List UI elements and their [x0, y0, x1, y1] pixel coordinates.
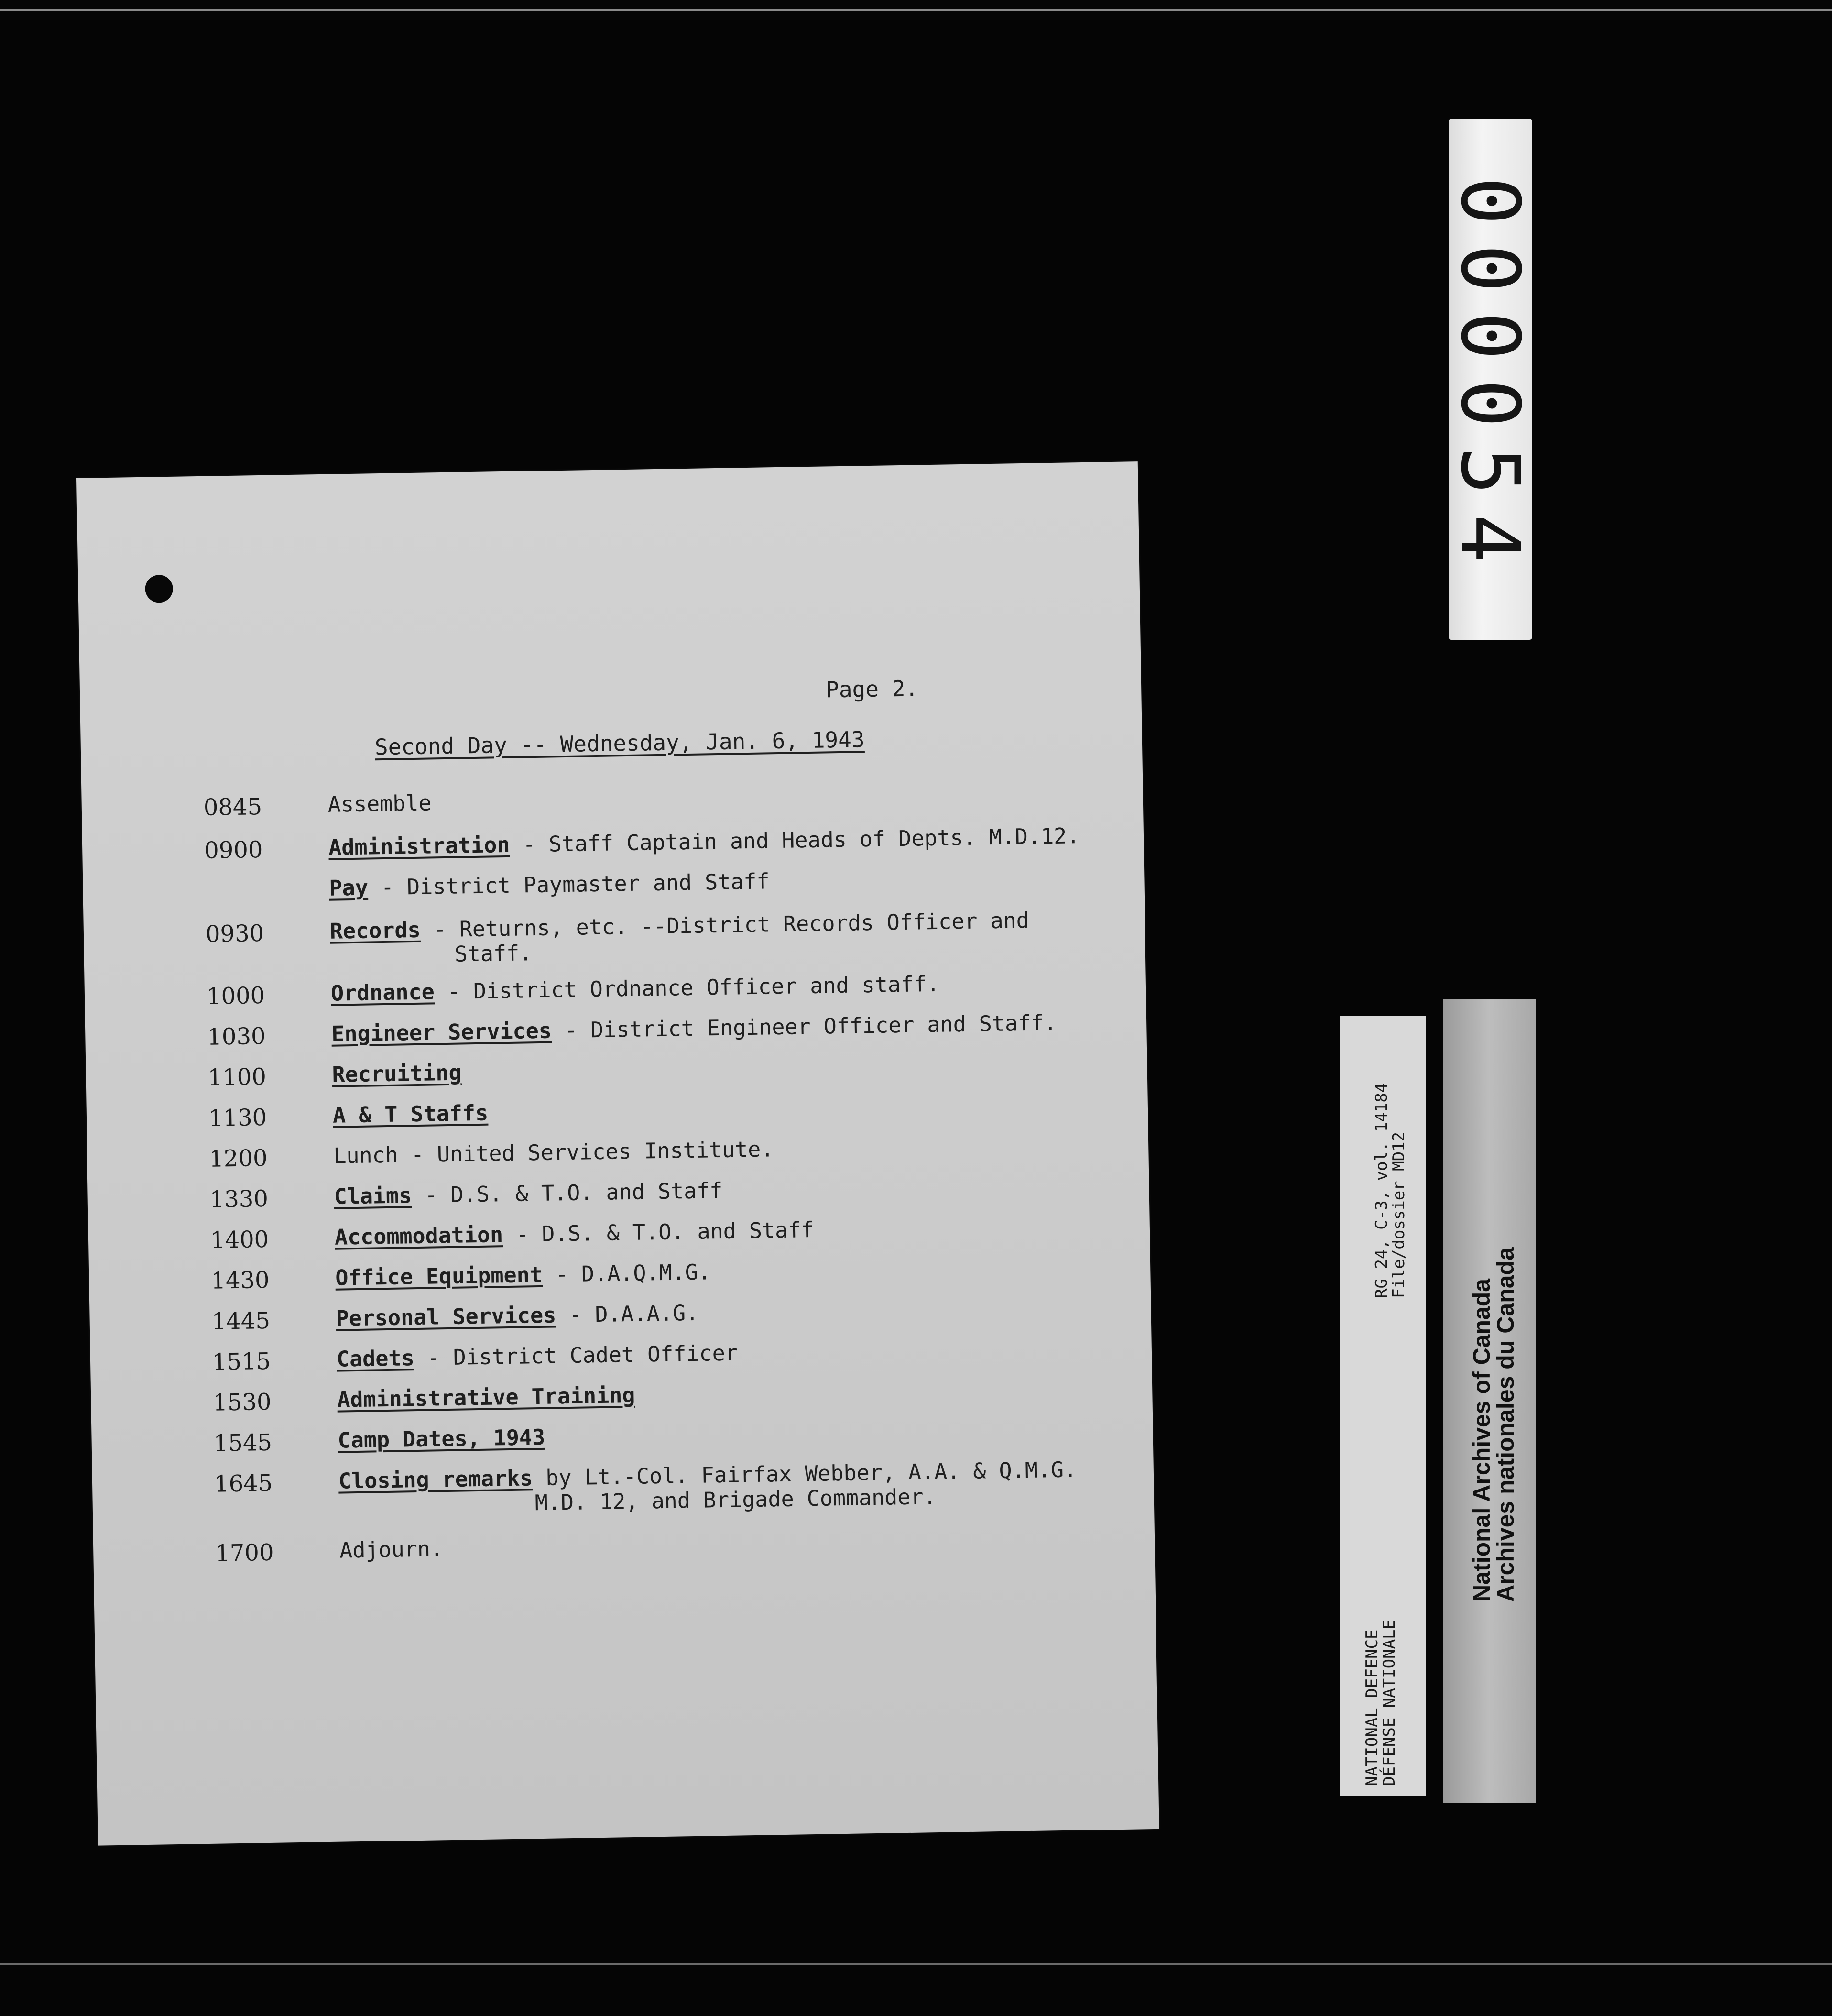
- film-frame-bottom-edge: [0, 1963, 1832, 1965]
- schedule-entry: [328, 823, 1080, 860]
- schedule-entry: [329, 869, 770, 900]
- schedule-title: Recruiting: [332, 1060, 462, 1087]
- schedule-entry: [339, 1536, 444, 1563]
- schedule-description: - D.A.A.G.: [556, 1300, 699, 1328]
- schedule-row: [92, 1456, 1154, 1516]
- schedule-time: 1030: [207, 1022, 266, 1051]
- schedule-entry: [338, 1457, 1078, 1518]
- schedule-list: [76, 461, 1159, 1846]
- department-name-fr: DÉFENSE NATIONALE: [1380, 1620, 1399, 1786]
- schedule-row: [82, 822, 1144, 864]
- schedule-time: 1200: [208, 1144, 268, 1172]
- schedule-row: [91, 1415, 1153, 1457]
- schedule-entry: [334, 1178, 722, 1209]
- schedule-entry: [338, 1425, 545, 1453]
- schedule-row: [89, 1293, 1151, 1335]
- schedule-description: - Returns, etc. --District Records Officer and: [420, 907, 1030, 942]
- schedule-continuation: Staff.: [454, 940, 533, 967]
- schedule-entry: [333, 1101, 489, 1128]
- schedule-title: Administrative Training: [337, 1382, 635, 1413]
- schedule-title: Ordnance: [330, 979, 435, 1006]
- schedule-title: Administration: [328, 832, 510, 860]
- schedule-row: [88, 1212, 1150, 1254]
- department-name-en: NATIONAL DEFENCE: [1363, 1629, 1382, 1786]
- schedule-time: 1400: [210, 1226, 269, 1254]
- schedule-title: Closing remarks: [338, 1465, 533, 1494]
- schedule-entry: [327, 790, 432, 817]
- schedule-description: - District Cadet Officer: [414, 1340, 739, 1371]
- schedule-description: Adjourn.: [339, 1536, 444, 1563]
- schedule-title: A & T Staffs: [332, 1100, 489, 1128]
- schedule-row: [90, 1334, 1152, 1376]
- schedule-continuation: M.D. 12, and Brigade Commander.: [534, 1484, 937, 1516]
- schedule-title: Engineer Services: [331, 1018, 552, 1047]
- schedule-entry: [331, 972, 940, 1006]
- frame-number: 000054: [1443, 176, 1538, 582]
- schedule-title: Pay: [329, 875, 369, 901]
- schedule-time: 1645: [214, 1469, 273, 1498]
- frame-number-strip: [1443, 119, 1538, 640]
- schedule-entry: [335, 1217, 814, 1250]
- schedule-row: [83, 863, 1144, 901]
- archives-name-en: National Archives of Canada: [1468, 1278, 1495, 1602]
- page-number: Page 2.: [825, 675, 919, 703]
- schedule-description: - District Paymaster and Staff: [368, 868, 770, 900]
- schedule-time: 1130: [208, 1104, 267, 1132]
- schedule-entry: [337, 1383, 635, 1413]
- schedule-entry: [330, 908, 1030, 969]
- schedule-time: 1515: [212, 1348, 271, 1376]
- schedule-row: [93, 1525, 1155, 1567]
- schedule-description: - Staff Captain and Heads of Depts. M.D.12.: [510, 823, 1080, 857]
- schedule-time: 1545: [213, 1429, 273, 1457]
- schedule-row: [91, 1375, 1152, 1416]
- schedule-row: [84, 906, 1145, 967]
- schedule-description: Lunch - United Services Institute.: [333, 1136, 774, 1169]
- schedule-description: - District Engineer Officer and Staff.: [551, 1009, 1057, 1043]
- archives-label: [1443, 999, 1536, 1803]
- schedule-entry: [331, 1010, 1057, 1047]
- file-reference: File/dossier MD12: [1389, 1132, 1408, 1298]
- schedule-title: Claims: [334, 1183, 412, 1209]
- day-heading: Second Day -- Wednesday, Jan. 6, 1943: [374, 726, 865, 760]
- reference-label-text: [1340, 1016, 1426, 1796]
- schedule-description: - D.S. & T.O. and Staff: [411, 1177, 723, 1208]
- schedule-time: 0900: [204, 836, 263, 864]
- schedule-time: 1100: [207, 1063, 267, 1091]
- schedule-row: [86, 1050, 1147, 1091]
- film-frame-top-edge: [0, 9, 1832, 11]
- schedule-entry: [335, 1260, 711, 1290]
- archives-strip: [1443, 999, 1536, 1803]
- document-page: [76, 461, 1159, 1846]
- schedule-title: Records: [329, 917, 421, 944]
- schedule-time: 1330: [209, 1185, 269, 1213]
- schedule-time: 1530: [212, 1388, 272, 1416]
- schedule-time: 0845: [203, 793, 262, 821]
- schedule-time: 1000: [206, 982, 265, 1010]
- schedule-row: [81, 779, 1143, 821]
- schedule-description: - District Ordnance Officer and staff.: [434, 971, 940, 1005]
- schedule-entry: [332, 1061, 462, 1087]
- schedule-time: 1445: [211, 1307, 271, 1335]
- schedule-row: [89, 1253, 1150, 1294]
- archives-name-fr: Archives nationales du Canada: [1492, 1247, 1519, 1602]
- schedule-entry: [333, 1137, 774, 1168]
- schedule-title: Personal Services: [336, 1302, 556, 1331]
- schedule-title: Camp Dates, 1943: [338, 1424, 545, 1453]
- schedule-description: - D.S. & T.O. and Staff: [502, 1216, 814, 1248]
- schedule-description: - D.A.Q.M.G.: [542, 1259, 711, 1287]
- schedule-description: by Lt.-Col. Fairfax Webber, A.A. & Q.M.G.: [532, 1457, 1077, 1491]
- schedule-title: Office Equipment: [335, 1261, 543, 1291]
- record-group: RG 24, C-3, vol. 14184: [1372, 1083, 1391, 1298]
- schedule-description: Assemble: [327, 790, 432, 817]
- schedule-row: [87, 1131, 1148, 1172]
- schedule-title: Accommodation: [334, 1222, 503, 1250]
- schedule-row: [87, 1090, 1148, 1132]
- schedule-row: [87, 1172, 1149, 1213]
- schedule-time: 1430: [210, 1266, 270, 1294]
- schedule-title: Cadets: [336, 1345, 414, 1372]
- schedule-row: [85, 968, 1146, 1010]
- schedule-entry: [336, 1301, 698, 1331]
- schedule-entry: [337, 1340, 739, 1371]
- schedule-row: [85, 1009, 1146, 1051]
- reference-label: [1340, 1016, 1426, 1796]
- schedule-time: 0930: [205, 920, 264, 948]
- schedule-time: 1700: [215, 1539, 274, 1567]
